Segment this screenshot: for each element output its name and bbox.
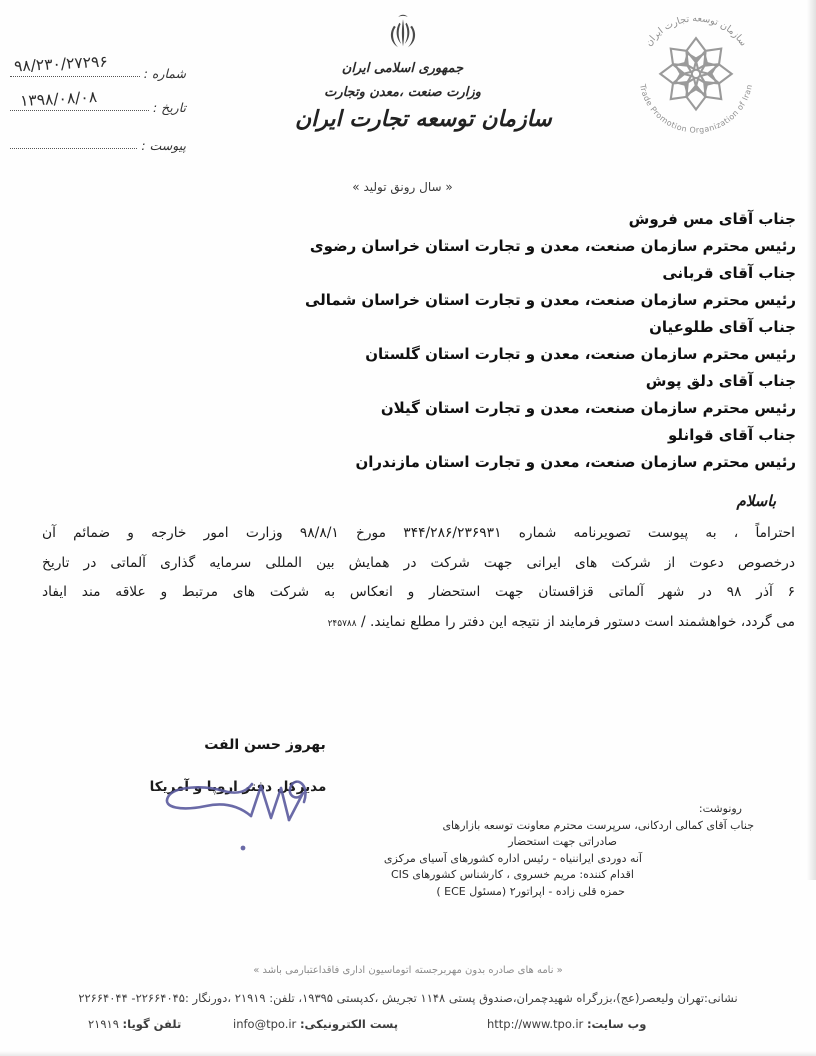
tpo-logo bbox=[612, 8, 780, 146]
iran-emblem-icon bbox=[385, 12, 421, 54]
cc-line: حمزه قلی زاده - اپراتور۲ (مسئول ECE ) bbox=[436, 884, 625, 898]
cc-label: رونوشت: bbox=[698, 802, 742, 815]
tpo-arc-text-fa: سازمان توسعه تجارت ایران bbox=[643, 13, 749, 49]
recipient-name: جناب آقای قربانی bbox=[662, 264, 796, 282]
svg-text:سازمان توسعه تجارت ایران bbox=[643, 13, 748, 48]
cc-line: اقدام کننده: مریم خسروی ، کارشناس کشورهای CIS bbox=[391, 868, 634, 881]
recipient-name: جناب آقای قوانلو bbox=[668, 426, 796, 444]
cc-section bbox=[380, 801, 792, 900]
ref-number-label: شماره : bbox=[143, 66, 186, 81]
header-ministry: وزارت صنعت ،معدن وتجارت bbox=[324, 85, 481, 100]
header-country: جمهوری اسلامی ایران bbox=[341, 61, 464, 76]
recipients-list bbox=[40, 206, 796, 476]
dotted-line bbox=[10, 136, 137, 149]
body-line-text: می گردد، خواهشمند است دستور فرمایند از نتیجه این دفتر را مطلع نمایند. / bbox=[361, 613, 795, 630]
recipient-name: جناب آقای دلق پوش bbox=[645, 372, 796, 390]
letter-body bbox=[42, 519, 795, 639]
email-address: info@tpo.ir bbox=[233, 1017, 297, 1031]
footer-voice-phone bbox=[88, 1017, 181, 1031]
cc-line: صادراتی جهت استحضار bbox=[508, 835, 617, 848]
header-organization: سازمان توسعه تجارت ایران bbox=[295, 107, 552, 132]
voice-phone-number: ۲۱۹۱۹ bbox=[88, 1017, 119, 1031]
website-label: وب سایت: bbox=[586, 1017, 647, 1031]
recipient-name: جناب آقای طلوعیان bbox=[649, 318, 796, 336]
recipient-name: جناب آقای مس فروش bbox=[628, 210, 796, 228]
ref-attachment-row bbox=[10, 136, 188, 153]
tpo-rosette-icon bbox=[660, 38, 731, 109]
handwritten-signature bbox=[146, 760, 321, 865]
handwritten-letter-number: ۹۸/۲۳۰/۲۷۲۹۶ bbox=[13, 52, 109, 76]
footer-validity-notice: « نامه های صادره بدون مهربرجسته اتوماسیون اداری فاقداعتبارمی باشد » bbox=[253, 965, 563, 976]
footer-website bbox=[487, 1017, 646, 1031]
handwritten-letter-date: ۱۳۹۸/۰۸/۰۸ bbox=[19, 87, 98, 111]
recipient-title: رئیس محترم سازمان صنعت، معدن و تجارت استان گیلان bbox=[380, 399, 796, 417]
signer-name: بهروز حسن الفت bbox=[204, 737, 326, 753]
signer-title: مدیرکل دفتر اروپا و آمریکا bbox=[149, 779, 327, 795]
cc-line: جناب آقای کمالی اردکانی، سرپرست محترم معاونت توسعه بازارهای bbox=[442, 818, 754, 832]
cc-line: آنه دوردی ایراننیاه - رئیس اداره کشورهای آسیای مرکزی bbox=[383, 851, 642, 865]
ref-attachment-label: پیوست : bbox=[141, 138, 186, 153]
email-label: پست الکترونیکی: bbox=[299, 1017, 399, 1031]
government-header bbox=[295, 12, 552, 132]
recipient-title: رئیس محترم سازمان صنعت، معدن و تجارت استان مازندران bbox=[355, 453, 796, 471]
scan-edge-right bbox=[807, 0, 816, 880]
body-line: احتراماً ، به پیوست تصویرنامه شماره ۳۴۴/۲۸۶/۲۳۶۹۳۱ مورخ ۹۸/۸/۱ وزارت امور خارجه و ضمائم آن bbox=[42, 525, 796, 541]
year-slogan: « سال رونق تولید » bbox=[352, 180, 453, 194]
scan-edge-bottom bbox=[0, 1051, 816, 1056]
footer-address-line: نشانی:تهران ولیعصر(عج)،بزرگراه شهیدچمران،صندوق پستی ۱۱۴۸ تجریش ،کدپستی ۱۹۳۹۵، تلفن: ۲۱۹۱۹ ،دورنگار :۲۲۶۶۴۰۴۵- ۲۲۶۶۴۰۴۴ bbox=[78, 991, 738, 1005]
footer-email bbox=[233, 1017, 398, 1031]
body-line: درخصوص دعوت از شرکت های ایرانی جهت شرکت در همایش بین المللی سرمایه گذاری آلماتی در تاریخ bbox=[42, 554, 795, 571]
ref-date-label: تاریخ : bbox=[152, 100, 186, 115]
body-ref-code: ۲۴۵۷۸۸ bbox=[327, 618, 357, 629]
body-line bbox=[42, 608, 795, 640]
salutation: باسلام bbox=[736, 492, 776, 510]
website-url: http://www.tpo.ir bbox=[487, 1017, 584, 1031]
recipient-title: رئیس محترم سازمان صنعت، معدن و تجارت استان خراسان رضوی bbox=[309, 237, 796, 255]
body-line: ۶ آذر ۹۸ در شهر آلماتی قزاقستان جهت استحضار و انعکاس به شرکت های مرتبط و علاقه مند ایفاد bbox=[42, 584, 795, 600]
voice-phone-label: تلفن گویا: bbox=[122, 1017, 182, 1031]
recipient-title: رئیس محترم سازمان صنعت، معدن و تجارت استان خراسان شمالی bbox=[304, 291, 796, 309]
tpo-arc-text-en: Trade Promotion Organization of Iran bbox=[637, 83, 755, 135]
recipient-title: رئیس محترم سازمان صنعت، معدن و تجارت استان گلستان bbox=[365, 345, 796, 363]
